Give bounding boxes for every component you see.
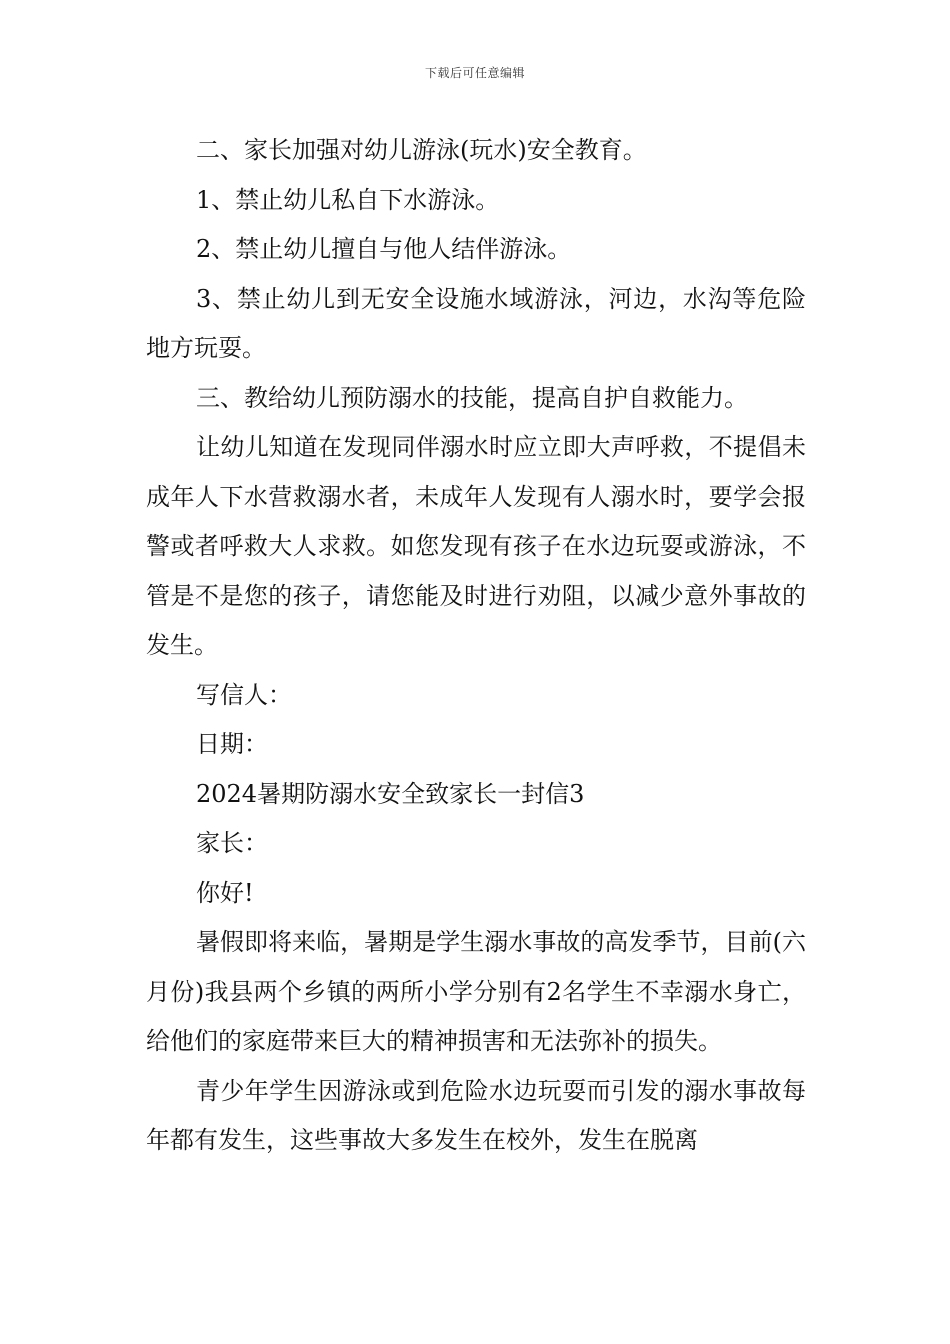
- body-paragraph-summer-warning: 暑假即将来临，暑期是学生溺水事故的高发季节，目前(六月份)我县两个乡镇的两所小学分别有2名学生不幸溺水身亡，给他们的家庭带来巨大的精神损害和无法弥补的损失。: [146, 928, 806, 1055]
- body-paragraph-rescue-advice: 让幼儿知道在发现同伴溺水时应立即大声呼救，不提倡未成年人下水营救溺水者，未成年人发现有人溺水时，要学会报警或者呼救大人求救。如您发现有孩子在水边玩耍或游泳，不管是不是您的孩子，请您能及时进行劝阻，以减少意外事故的发生。: [146, 433, 806, 659]
- letter-salutation: 家长：: [196, 829, 268, 857]
- rule-item-3: 3、禁止幼儿到无安全设施水域游泳，河边，水沟等危险地方玩耍。: [146, 284, 806, 362]
- document-body: [146, 126, 806, 1166]
- rule-item-1: 1、禁止幼儿私自下水游泳。: [196, 185, 500, 214]
- body-paragraph-accident-context: 青少年学生因游泳或到危险水边玩耍而引发的溺水事故每年都有发生，这些事故大多发生在校外，发生在脱离: [146, 1076, 806, 1154]
- signature-date-label: 日期：: [196, 730, 268, 758]
- section-heading-self-rescue-skills: 三、教给幼儿预防溺水的技能，提高自护自救能力。: [196, 383, 748, 412]
- signature-writer-label: 写信人：: [196, 680, 292, 709]
- letter-title: 2024暑期防溺水安全致家长一封信3: [196, 779, 585, 808]
- page-header-note: 下载后可任意编辑: [424, 66, 525, 80]
- letter-greeting: 你好!: [196, 878, 254, 907]
- section-heading-parent-safety-education: 二、家长加强对幼儿游泳(玩水)安全教育。: [196, 136, 647, 164]
- rule-item-2: 2、禁止幼儿擅自与他人结伴游泳。: [196, 235, 572, 263]
